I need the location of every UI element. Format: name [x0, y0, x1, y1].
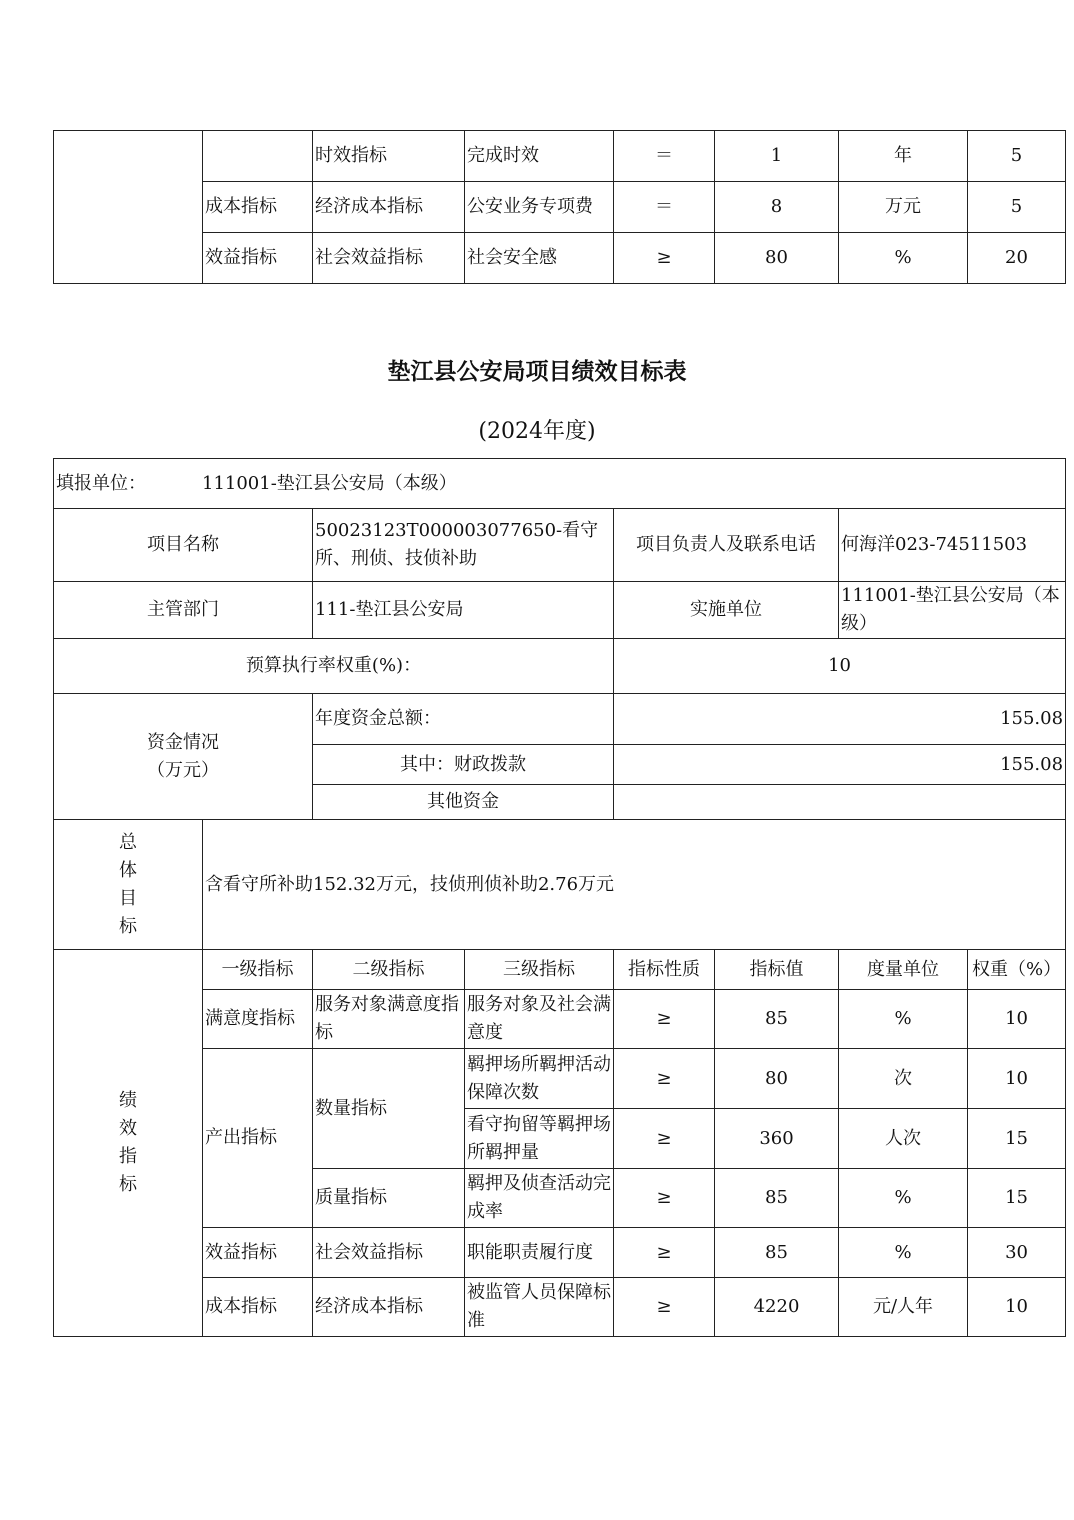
overall-goal-char: 目 [119, 887, 137, 909]
table-row [54, 509, 1066, 582]
overall-goal-char: 体 [119, 859, 137, 881]
table-row [54, 182, 1066, 233]
performance-goal-table [53, 458, 1066, 1337]
cell-level3: 被监管人员保障标准 [465, 1278, 614, 1337]
dept-value: 111-垫江县公安局 [313, 582, 614, 639]
performance-label-char: 绩 [119, 1090, 137, 1111]
cell-weight: 15 [968, 1169, 1066, 1228]
impl-label: 实施单位 [614, 582, 839, 639]
table-row [54, 1049, 1066, 1109]
total-funds-value: 155.08 [614, 694, 1066, 745]
header-level2: 二级指标 [313, 950, 465, 990]
funds-label: 资金情况 [147, 731, 219, 753]
reporting-unit-cell [54, 459, 1066, 509]
cell-value: 85 [715, 1169, 839, 1228]
table-row [54, 459, 1066, 509]
budget-weight-label: 预算执行率权重(%)： [54, 639, 614, 694]
cell-level2: 经济成本指标 [313, 1278, 465, 1337]
year-subtitle: (2024年度) [478, 419, 596, 444]
table-row [54, 990, 1066, 1049]
overall-goal-label [54, 820, 203, 950]
cell-weight: 15 [968, 1109, 1066, 1169]
funds-unit-label: （万元） [147, 759, 219, 781]
cell-weight: 30 [968, 1228, 1066, 1278]
cell-level2: 经济成本指标 [313, 182, 465, 233]
cell-nature: ＝ [614, 182, 715, 233]
cell-unit: 万元 [839, 182, 968, 233]
header-nature: 指标性质 [614, 950, 715, 990]
table-row [54, 1278, 1066, 1337]
performance-label-char: 指 [119, 1146, 137, 1167]
contact-value: 何海洋023-74511503 [839, 509, 1066, 582]
top-indicator-table [53, 130, 1066, 284]
cell-value: 85 [715, 990, 839, 1049]
funds-label-cell [54, 694, 313, 820]
cell-weight: 10 [968, 1049, 1066, 1109]
overall-goal-char: 总 [119, 831, 137, 853]
reporting-unit-value: 111001-垫江县公安局（本级） [202, 472, 457, 494]
cell-level3: 职能职责履行度 [465, 1228, 614, 1278]
cell-nature: ≥ [614, 1228, 715, 1278]
contact-label: 项目负责人及联系电话 [614, 509, 839, 582]
cell-unit: 次 [839, 1049, 968, 1109]
table-row [54, 950, 1066, 990]
cell-level2: 数量指标 [313, 1049, 465, 1169]
table-row [54, 694, 1066, 745]
performance-indicator-label [54, 950, 203, 1337]
cell-level3: 看守拘留等羁押场所羁押量 [465, 1109, 614, 1169]
budget-weight-value: 10 [614, 639, 1066, 694]
table-row [54, 233, 1066, 284]
merged-label-cell [54, 131, 203, 284]
cell-value: 80 [715, 1049, 839, 1109]
cell-level2: 时效指标 [313, 131, 465, 182]
cell-level1: 成本指标 [203, 1278, 313, 1337]
cell-level1: 产出指标 [203, 1049, 313, 1228]
cell-weight: 10 [968, 990, 1066, 1049]
reporting-unit-label: 填报单位： [56, 472, 146, 494]
cell-unit: % [839, 1228, 968, 1278]
cell-nature: ≥ [614, 1109, 715, 1169]
header-value: 指标值 [715, 950, 839, 990]
cell-unit: % [839, 990, 968, 1049]
cell-level3: 社会安全感 [465, 233, 614, 284]
fiscal-funds-label: 其中：财政拨款 [313, 745, 614, 785]
header-level3: 三级指标 [465, 950, 614, 990]
header-level1: 一级指标 [203, 950, 313, 990]
cell-nature: ≥ [614, 990, 715, 1049]
cell-unit: 年 [839, 131, 968, 182]
overall-goal-text: 含看守所补助152.32万元，技侦刑侦补助2.76万元 [203, 820, 1066, 950]
cell-value: 8 [715, 182, 839, 233]
cell-level1: 成本指标 [203, 182, 313, 233]
table-row [54, 582, 1066, 639]
cell-nature: ≥ [614, 1049, 715, 1109]
cell-level1: 满意度指标 [203, 990, 313, 1049]
fiscal-funds-value: 155.08 [614, 745, 1066, 785]
cell-value: 360 [715, 1109, 839, 1169]
performance-label-char: 效 [119, 1118, 137, 1139]
impl-value: 111001-垫江县公安局（本级） [839, 582, 1066, 639]
cell-value: 80 [715, 233, 839, 284]
cell-level3: 服务对象及社会满意度 [465, 990, 614, 1049]
cell-level1: 效益指标 [203, 233, 313, 284]
project-name-value: 50023123T000003077650-看守所、刑侦、技侦补助 [313, 509, 614, 582]
cell-level3: 公安业务专项费 [465, 182, 614, 233]
cell-level2: 服务对象满意度指标 [313, 990, 465, 1049]
cell-nature: ≥ [614, 233, 715, 284]
cell-level2: 社会效益指标 [313, 1228, 465, 1278]
cell-unit: 元/人年 [839, 1278, 968, 1337]
cell-value: 85 [715, 1228, 839, 1278]
project-name-label: 项目名称 [54, 509, 313, 582]
cell-unit: % [839, 1169, 968, 1228]
cell-nature: ≥ [614, 1169, 715, 1228]
cell-nature: ＝ [614, 131, 715, 182]
cell-unit: % [839, 233, 968, 284]
cell-level2: 社会效益指标 [313, 233, 465, 284]
header-unit: 度量单位 [839, 950, 968, 990]
dept-label: 主管部门 [54, 582, 313, 639]
total-funds-label: 年度资金总额： [313, 694, 614, 745]
cell-weight: 5 [968, 131, 1066, 182]
cell-weight: 20 [968, 233, 1066, 284]
cell-level2: 质量指标 [313, 1169, 465, 1228]
table-row [54, 820, 1066, 950]
other-funds-label: 其他资金 [313, 785, 614, 820]
cell-value: 4220 [715, 1278, 839, 1337]
page-title: 垫江县公安局项目绩效目标表 [387, 358, 687, 385]
other-funds-value [614, 785, 1066, 820]
cell-unit: 人次 [839, 1109, 968, 1169]
table-row [54, 131, 1066, 182]
cell-value: 1 [715, 131, 839, 182]
cell-level3: 完成时效 [465, 131, 614, 182]
cell-weight: 10 [968, 1278, 1066, 1337]
header-weight: 权重（%） [968, 950, 1066, 990]
table-row [54, 1228, 1066, 1278]
overall-goal-char: 标 [119, 915, 137, 937]
performance-label-char: 标 [119, 1174, 137, 1195]
table-row [54, 639, 1066, 694]
cell-weight: 5 [968, 182, 1066, 233]
cell-level1 [203, 131, 313, 182]
cell-level3: 羁押场所羁押活动保障次数 [465, 1049, 614, 1109]
cell-level1: 效益指标 [203, 1228, 313, 1278]
cell-nature: ≥ [614, 1278, 715, 1337]
cell-level3: 羁押及侦查活动完成率 [465, 1169, 614, 1228]
